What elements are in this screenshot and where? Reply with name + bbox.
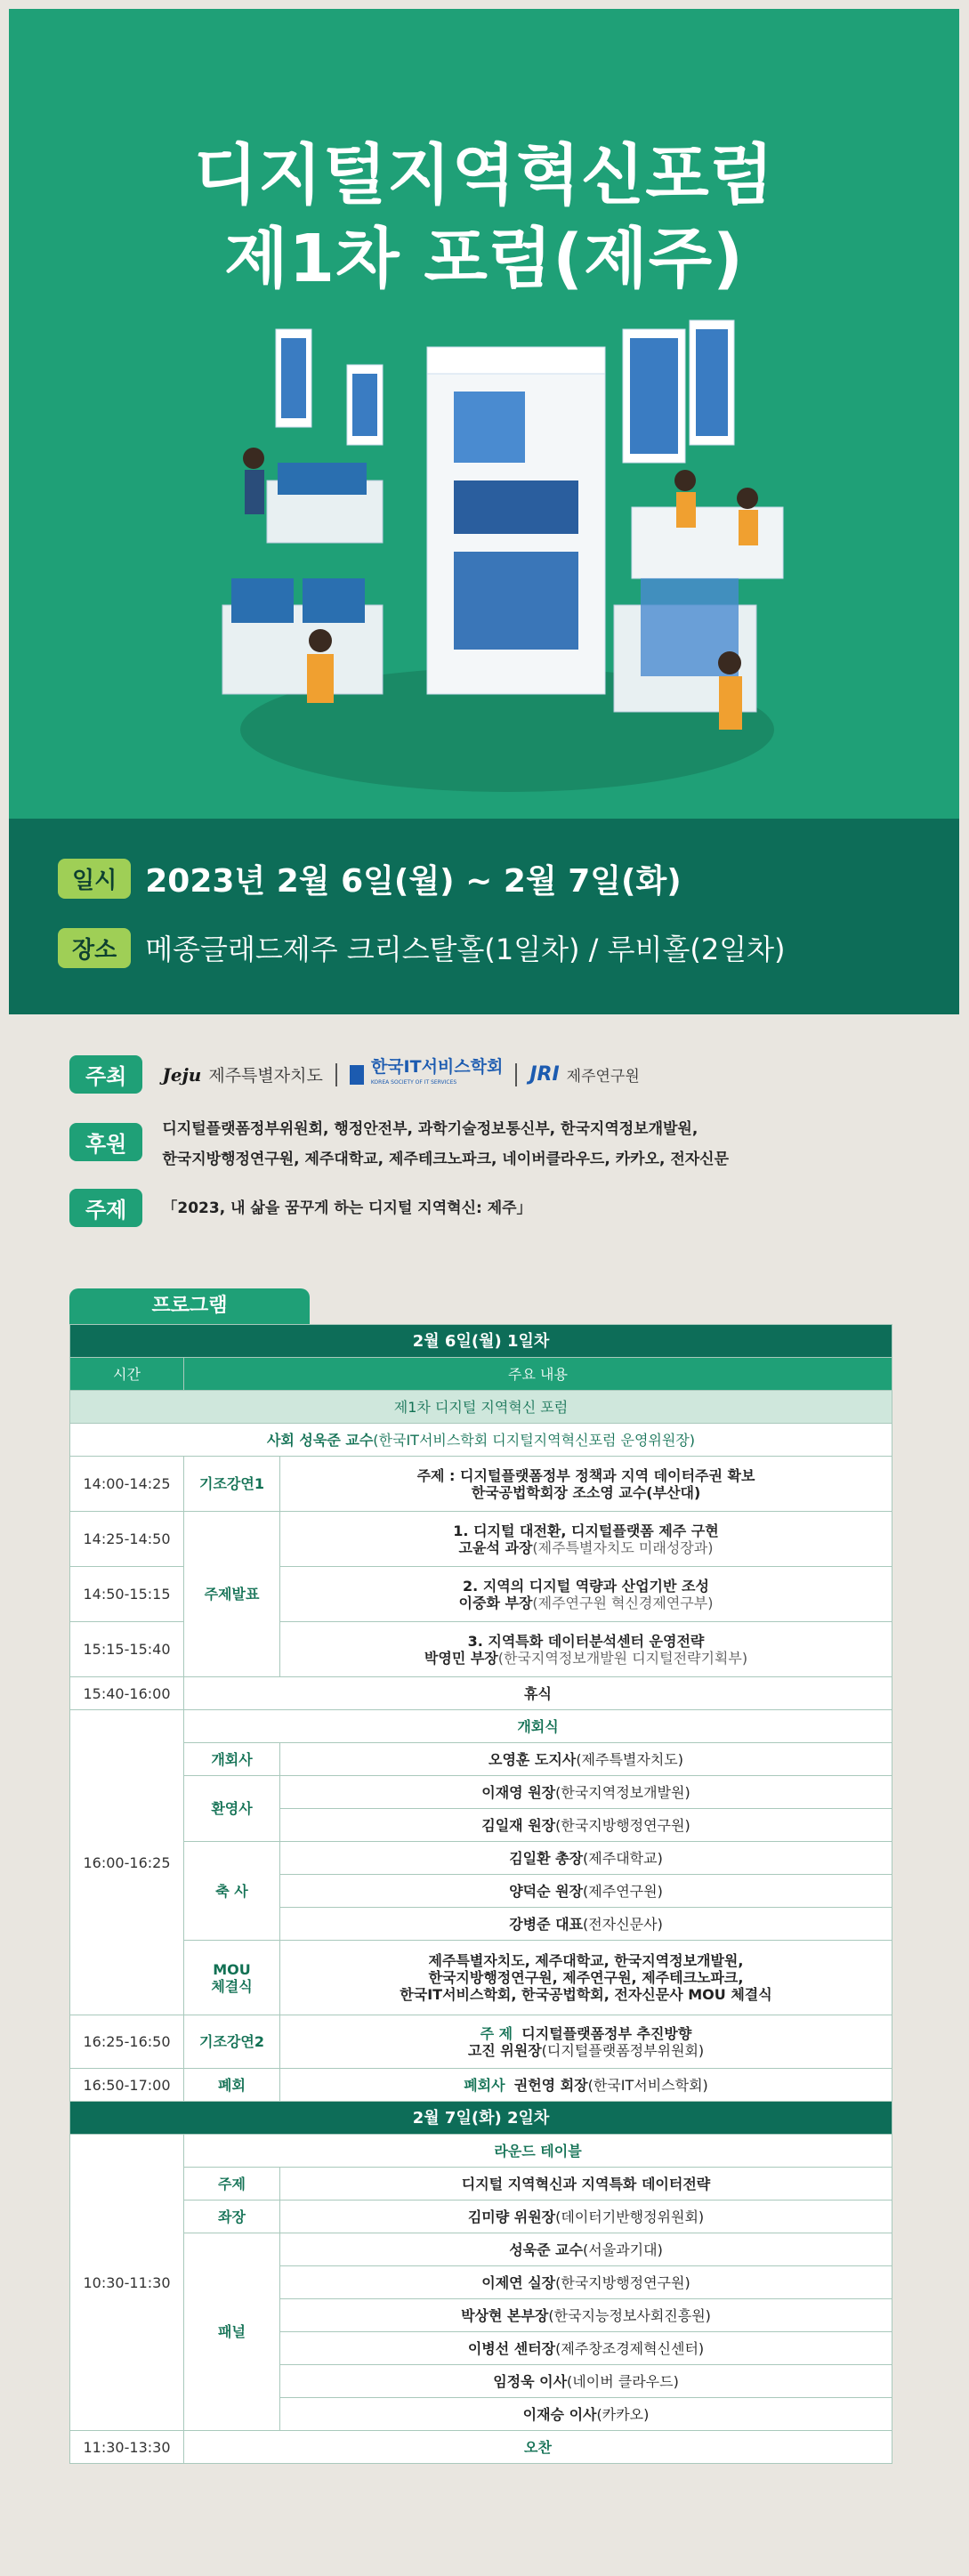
category-cell: 축 사 bbox=[184, 1842, 280, 1941]
mou-content: 제주특별자치도, 제주대학교, 한국지역정보개발원, 한국지방행정연구원, 제주연구원, 제주테크노파크, 한국IT서비스학회, 한국공법학회, 전자신문사 MOU 체결식 bbox=[280, 1941, 892, 2015]
category-cell: 주제 bbox=[184, 2168, 280, 2201]
congrats-speaker-1: 김일환 총장(제주대학교) bbox=[280, 1842, 892, 1875]
panelist-5: 임정욱 이사(네이버 클라우드) bbox=[280, 2365, 892, 2398]
schedule-band bbox=[9, 819, 959, 1014]
time-cell: 10:30-11:30 bbox=[70, 2135, 184, 2431]
theme-value: 「2023, 내 삶을 꿈꾸게 하는 디지털 지역혁신: 제주」 bbox=[162, 1199, 532, 1217]
theme-row bbox=[69, 1189, 532, 1227]
day2-header: 2월 7일(화) 2일차 bbox=[70, 2102, 892, 2135]
table-row bbox=[70, 1512, 892, 1567]
congrats-speaker-2: 양덕순 원장(제주연구원) bbox=[280, 1875, 892, 1908]
chair-speaker: 김미량 위원장(데이터기반행정위원회) bbox=[280, 2201, 892, 2233]
panelist-6: 이재승 이사(카카오) bbox=[280, 2398, 892, 2431]
table-row bbox=[70, 1457, 892, 1512]
jeju-logo-mark: Jeju bbox=[162, 1063, 202, 1086]
category-cell: 개회사 bbox=[184, 1743, 280, 1776]
host-label: 주최 bbox=[69, 1055, 142, 1094]
venue-value: 메종글래드제주 크리스탈홀(1일차) / 루비홀(2일차) bbox=[145, 933, 786, 966]
topic3-content: 3. 지역특화 데이터분석센터 운영전략 박영민 부장(한국지역정보개발원 디지털전략기획부) bbox=[280, 1622, 892, 1677]
lunch-cell: 오찬 bbox=[184, 2431, 892, 2464]
congrats-speaker-3: 강병준 대표(전자신문사) bbox=[280, 1908, 892, 1941]
date-row bbox=[58, 856, 682, 901]
keynote2-content: 주 제 디지털플랫폼정부 추진방향 고진 위원장(디지털플랫폼정부위원회) bbox=[280, 2015, 892, 2069]
table-row bbox=[70, 1743, 892, 1776]
table-row bbox=[70, 1677, 892, 1710]
col-time-header: 시간 bbox=[70, 1358, 184, 1391]
roundtable-title: 라운드 테이블 bbox=[184, 2135, 892, 2168]
table-row bbox=[70, 2069, 892, 2102]
keynote1-content: 주제 : 디지털플랫폼정부 정책과 지역 데이터주권 확보 한국공법학회장 조소영 교수(부산대) bbox=[280, 1457, 892, 1512]
time-cell: 15:15-15:40 bbox=[70, 1622, 184, 1677]
program-table bbox=[69, 1324, 892, 2464]
table-row bbox=[70, 1776, 892, 1809]
table-row bbox=[70, 2201, 892, 2233]
topic2-content: 2. 지역의 디지털 역량과 산업기반 조성 이중화 부장(제주연구원 혁신경제연구부) bbox=[280, 1567, 892, 1622]
kits-logo-text: 한국IT서비스학회 bbox=[370, 1056, 504, 1077]
theme-label: 주제 bbox=[69, 1189, 142, 1227]
category-cell: 폐회 bbox=[184, 2069, 280, 2102]
datacenter-illustration bbox=[205, 311, 810, 810]
forum-title: 제1차 디지털 지역혁신 포럼 bbox=[70, 1391, 892, 1424]
date-label: 일시 bbox=[58, 859, 131, 899]
panelist-3: 박상현 본부장(한국지능정보사회진흥원) bbox=[280, 2299, 892, 2332]
table-row bbox=[70, 2168, 892, 2201]
title-line-1: 디지털지역혁신포럼 bbox=[193, 137, 775, 214]
table-row bbox=[70, 1391, 892, 1424]
sponsor-list bbox=[162, 1114, 729, 1175]
col-content-header: 주요 내용 bbox=[184, 1358, 892, 1391]
table-row bbox=[70, 1710, 892, 1743]
category-cell: 좌장 bbox=[184, 2201, 280, 2233]
table-row bbox=[70, 1842, 892, 1875]
sponsor-row bbox=[69, 1114, 729, 1175]
table-row bbox=[70, 2431, 892, 2464]
category-cell: 기조강연2 bbox=[184, 2015, 280, 2069]
hero-section bbox=[9, 9, 959, 819]
title-line-2: 제1차 포럼(제주) bbox=[224, 221, 744, 297]
kits-logo-sub: KOREA SOCIETY OF IT SERVICES bbox=[370, 1078, 457, 1086]
table-row bbox=[70, 1424, 892, 1457]
program-tab: 프로그램 bbox=[69, 1288, 310, 1324]
time-cell: 14:25-14:50 bbox=[70, 1512, 184, 1567]
time-cell: 16:50-17:00 bbox=[70, 2069, 184, 2102]
table-row bbox=[70, 2102, 892, 2135]
jri-logo-mark: JRI bbox=[529, 1063, 560, 1086]
category-cell: 기조강연1 bbox=[184, 1457, 280, 1512]
category-cell: MOU 체결식 bbox=[184, 1941, 280, 2015]
category-cell: 환영사 bbox=[184, 1776, 280, 1842]
divider bbox=[335, 1063, 337, 1086]
day1-header: 2월 6일(월) 1일차 bbox=[70, 1325, 892, 1358]
break-cell: 휴식 bbox=[184, 1677, 892, 1710]
sponsor-line-2: 한국지방행정연구원, 제주대학교, 제주테크노파크, 네이버클라우드, 카카오, 전자신문 bbox=[162, 1151, 730, 1168]
table-row bbox=[70, 1358, 892, 1391]
host-logos bbox=[162, 1056, 640, 1091]
welcome-speaker-1: 이재영 원장(한국지역정보개발원) bbox=[280, 1776, 892, 1809]
topic1-content: 1. 디지털 대전환, 디지털플랫폼 제주 구현 고윤석 과장(제주특별자치도 미래성장과) bbox=[280, 1512, 892, 1567]
opening-speaker: 오영훈 도지사(제주특별자치도) bbox=[280, 1743, 892, 1776]
date-value: 2023년 2월 6일(월) ~ 2월 7일(화) bbox=[145, 863, 682, 900]
time-cell: 16:00-16:25 bbox=[70, 1710, 184, 2015]
category-cell: 주제발표 bbox=[184, 1512, 280, 1677]
venue-label: 장소 bbox=[58, 928, 131, 968]
time-cell: 15:40-16:00 bbox=[70, 1677, 184, 1710]
venue-row bbox=[58, 927, 786, 968]
jeju-logo-text: 제주특별자치도 bbox=[208, 1066, 323, 1086]
category-cell: 패널 bbox=[184, 2233, 280, 2431]
panelist-1: 성욱준 교수(서울과기대) bbox=[280, 2233, 892, 2266]
kits-logo-icon bbox=[350, 1065, 364, 1085]
sponsor-label: 후원 bbox=[69, 1123, 142, 1161]
opening-title: 개회식 bbox=[184, 1710, 892, 1743]
time-cell: 14:00-14:25 bbox=[70, 1457, 184, 1512]
sponsor-line-1: 디지털플랫폼정부위원회, 행정안전부, 과학기술정보통신부, 한국지역정보개발원, bbox=[162, 1120, 698, 1138]
jri-logo-text: 제주연구원 bbox=[566, 1068, 640, 1086]
time-cell: 16:25-16:50 bbox=[70, 2015, 184, 2069]
table-row bbox=[70, 1941, 892, 2015]
panelist-2: 이제연 실장(한국지방행정연구원) bbox=[280, 2266, 892, 2299]
time-cell: 14:50-15:15 bbox=[70, 1567, 184, 1622]
host-row bbox=[69, 1055, 640, 1094]
roundtable-topic: 디지털 지역혁신과 지역특화 데이터전략 bbox=[280, 2168, 892, 2201]
closing-content: 폐회사 권헌영 회장(한국IT서비스학회) bbox=[280, 2069, 892, 2102]
welcome-speaker-2: 김일재 원장(한국지방행정연구원) bbox=[280, 1809, 892, 1842]
table-row bbox=[70, 2233, 892, 2266]
table-row bbox=[70, 1325, 892, 1358]
time-cell: 11:30-13:30 bbox=[70, 2431, 184, 2464]
table-row bbox=[70, 2015, 892, 2069]
moderator: 사회 성욱준 교수(한국IT서비스학회 디지털지역혁신포럼 운영위원장) bbox=[70, 1424, 892, 1457]
table-row bbox=[70, 2135, 892, 2168]
panelist-4: 이병선 센터장(제주창조경제혁신센터) bbox=[280, 2332, 892, 2365]
divider bbox=[515, 1063, 517, 1086]
